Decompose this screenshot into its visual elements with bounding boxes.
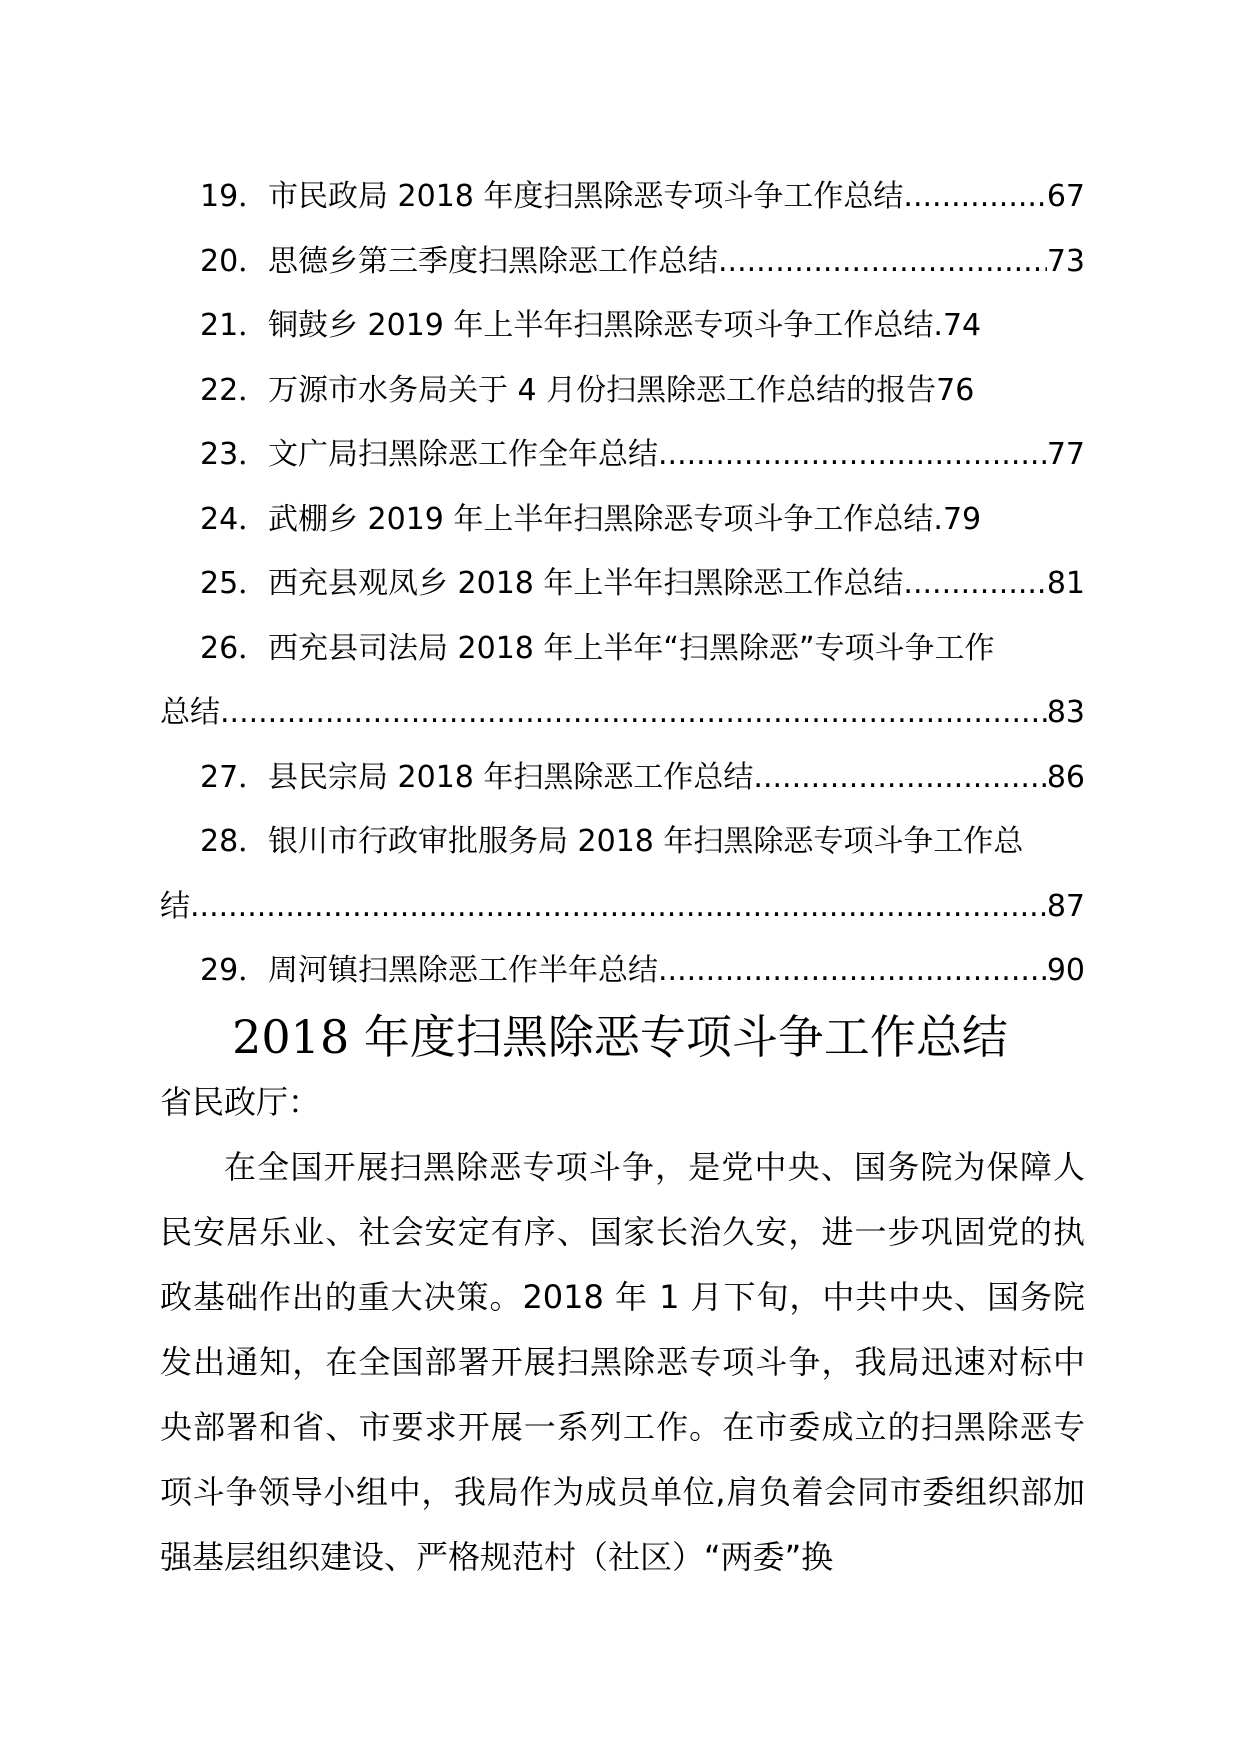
toc-entry-title: 西充县观凤乡 2018 年上半年扫黑除恶工作总结 <box>268 566 904 601</box>
toc-entry-26[interactable] <box>160 617 1085 682</box>
toc-entry-22[interactable] <box>160 359 1085 424</box>
toc-entry-25[interactable] <box>160 552 1085 617</box>
toc-entry-title-continued: 总结 <box>160 695 220 730</box>
toc-entry-28-continued[interactable] <box>160 875 1085 940</box>
toc-entry-19[interactable] <box>160 165 1085 230</box>
toc-entry-page: 83 <box>1046 695 1085 730</box>
toc-entry-number: 25． <box>200 566 269 601</box>
toc-entry-number: 19． <box>200 179 269 214</box>
toc-entry-page: 90 <box>1046 953 1085 988</box>
toc-leader-dots <box>658 423 1047 488</box>
salutation: 省民政厅： <box>160 1083 321 1121</box>
toc-entry-26-continued[interactable] <box>160 681 1085 746</box>
toc-entry-title: 思德乡第三季度扫黑除恶工作总结 <box>268 243 718 279</box>
toc-entry-page: 81 <box>1046 566 1085 601</box>
toc-entry-page: 79 <box>942 501 982 537</box>
toc-entry-27[interactable] <box>160 746 1085 811</box>
toc-entry-title: 西充县司法局 2018 年上半年“扫黑除恶”专项斗争工作 <box>268 630 995 666</box>
document-title: 2018 年度扫黑除恶专项斗争工作总结 <box>232 1010 1008 1064</box>
toc-entry-title: 周河镇扫黑除恶工作半年总结 <box>268 953 658 988</box>
toc-entry-number: 28． <box>200 824 269 859</box>
toc-entry-title: 市民政局 2018 年度扫黑除恶专项斗争工作总结 <box>268 179 904 214</box>
table-of-contents <box>160 165 1085 1004</box>
toc-entry-29[interactable] <box>160 939 1085 1004</box>
toc-entry-number: 20． <box>200 243 269 279</box>
toc-leader-dots <box>658 939 1047 1004</box>
toc-entry-page: 76 <box>936 372 975 408</box>
toc-entry-title: 铜鼓乡 2019 年上半年扫黑除恶专项斗争工作总结. <box>268 308 943 343</box>
toc-entry-number: 29． <box>200 953 269 988</box>
toc-entry-number: 24． <box>200 501 269 537</box>
toc-entry-page: 74 <box>942 308 982 343</box>
toc-entry-number: 26． <box>200 630 269 666</box>
toc-entry-page: 73 <box>1046 243 1085 279</box>
toc-entry-title: 县民宗局 2018 年扫黑除恶工作总结 <box>268 759 754 795</box>
toc-entry-number: 23． <box>200 437 269 472</box>
toc-leader-dots <box>753 746 1046 811</box>
toc-leader-dots <box>220 681 1047 746</box>
toc-entry-page: 87 <box>1046 888 1085 924</box>
toc-entry-page: 86 <box>1046 759 1085 795</box>
body-paragraph: 在全国开展扫黑除恶专项斗争，是党中央、国务院为保障人民安居乐业、社会安定有序、国家长治久安，进一步巩固党的执政基础作出的重大决策。2018 年 1 月下旬，中共中央、国务院发出通知，在全国部署开展扫黑除恶专项斗争，我局迅速对标中央部署和省、市要求开展一系列工作。在市委成立的扫黑除恶专项斗争领导小组中，我局作为成员单位,肩负着会同市委组织部加强基层组织建设、严格规范村（社区）“两委”换 <box>160 1148 1085 1576</box>
toc-entry-24[interactable] <box>160 488 1085 553</box>
toc-entry-title: 银川市行政审批服务局 2018 年扫黑除恶专项斗争工作总 <box>268 824 1024 859</box>
toc-entry-title: 武棚乡 2019 年上半年扫黑除恶专项斗争工作总结. <box>268 501 943 537</box>
toc-entry-title-continued: 结 <box>160 888 190 924</box>
toc-entry-number: 27． <box>200 759 269 795</box>
toc-entry-number: 22． <box>200 372 269 408</box>
toc-entry-28[interactable] <box>160 810 1085 875</box>
toc-entry-page: 77 <box>1046 437 1085 472</box>
toc-entry-23[interactable] <box>160 423 1085 488</box>
toc-entry-21[interactable] <box>160 294 1085 359</box>
toc-leader-dots <box>190 875 1047 940</box>
toc-leader-dots <box>903 165 1046 230</box>
toc-entry-20[interactable] <box>160 230 1085 295</box>
toc-entry-number: 21． <box>200 308 269 343</box>
toc-leader-dots <box>718 230 1047 295</box>
toc-entry-page: 67 <box>1046 179 1085 214</box>
toc-entry-title: 文广局扫黑除恶工作全年总结 <box>268 437 658 472</box>
toc-leader-dots <box>903 552 1046 617</box>
toc-entry-title: 万源市水务局关于 4 月份扫黑除恶工作总结的报告 <box>268 372 937 408</box>
